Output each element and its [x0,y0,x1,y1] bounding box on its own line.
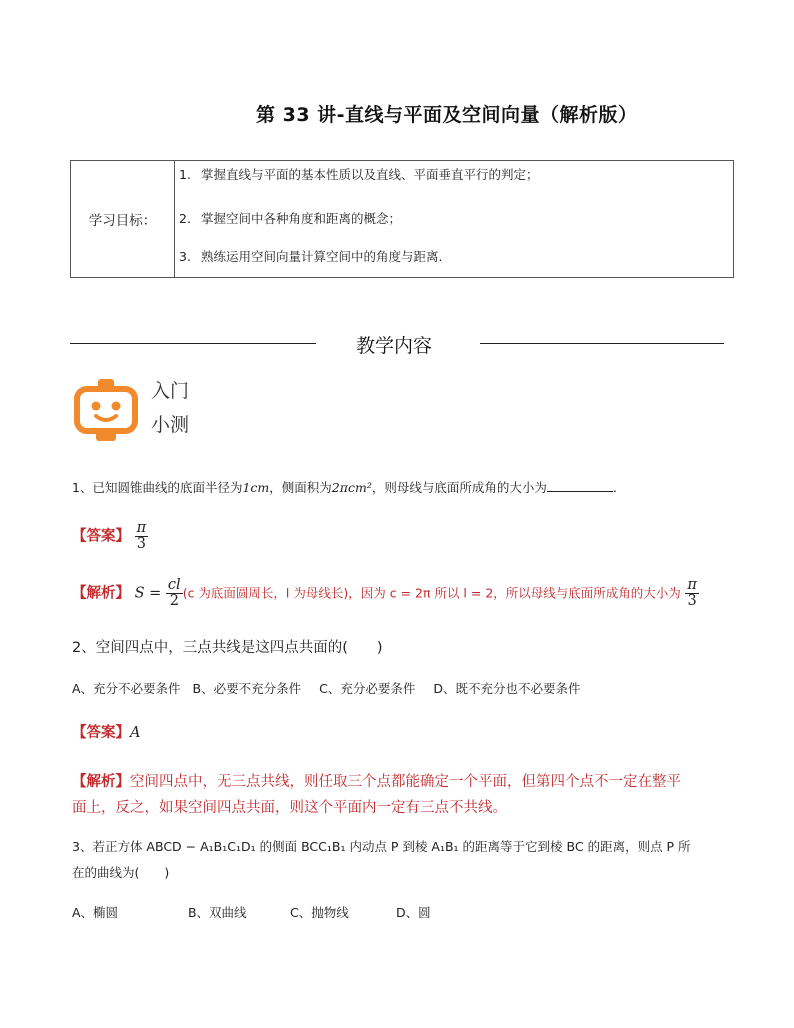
q2-answer: 【答案】A [72,725,141,741]
question-3: 3、若正方体 ABCD − A₁B₁C₁D₁ 的侧面 BCC₁B₁ 内动点 P 到棱 A₁B₁ 的距离等于它到棱 BC 的距离，则点 P 所 在的曲线为( ) [72,839,691,880]
answer-blank [547,479,613,492]
section-divider-left [70,343,316,344]
goals-label: 学习目标： [71,161,175,278]
q1-analysis: 【解析】 S = $\frac{cl}{2}$ (c 为底面圆周长，l 为母线长)，因为 c = 2π 所以 l = 2，所以母线与底面所成角的大小为 $\frac{\pi}{3}$ [72,577,697,609]
choice-d: D、圆 [395,905,431,920]
choice-a: A、充分不必要条件 [72,681,181,696]
badge-line2: 小测 [151,414,190,436]
q2-choices [72,679,580,697]
q1-answer: 【答案】 $\frac{\pi}{3}$ [72,520,147,552]
choice-d: D、既不充分也不必要条件 [433,681,581,696]
learning-goals-table [70,160,734,278]
choice-a: A、椭圆 [72,905,119,920]
choice-b: B、必要不充分条件 [192,681,302,696]
question-1: 1、已知圆锥曲线的底面半径为1cm，侧面积为2πcm²，则母线与底面所成角的大小为 . [72,480,617,495]
q2-analysis: 【解析】空间四点中，无三点共线，则任取三个点都能确定一个平面，但第四个点不一定在整平 面上，反之，如果空间四点共面，则这个平面内一定有三点不共线。 [72,774,681,816]
page-title: 第 33 讲-直线与平面及空间向量（解析版） [256,104,638,126]
section-divider-right [480,343,724,344]
choice-c: C、抛物线 [289,905,349,920]
badge-line1: 入门 [151,380,190,402]
robot-face-icon [74,376,138,442]
choice-c: C、充分必要条件 [319,681,416,696]
q3-choices [72,903,431,921]
goal-item: 2. 掌握空间中各种角度和距离的概念； [179,211,402,226]
goals-list [175,161,734,278]
goal-item: 3. 熟练运用空间向量计算空间中的角度与距离. [179,249,443,264]
goal-item: 1. 掌握直线与平面的基本性质以及直线、平面垂直平行的判定； [179,167,539,182]
question-2: 2、空间四点中，三点共线是这四点共面的( ) [72,640,383,656]
section-title: 教学内容 [356,335,433,357]
choice-b: B、双曲线 [187,905,247,920]
